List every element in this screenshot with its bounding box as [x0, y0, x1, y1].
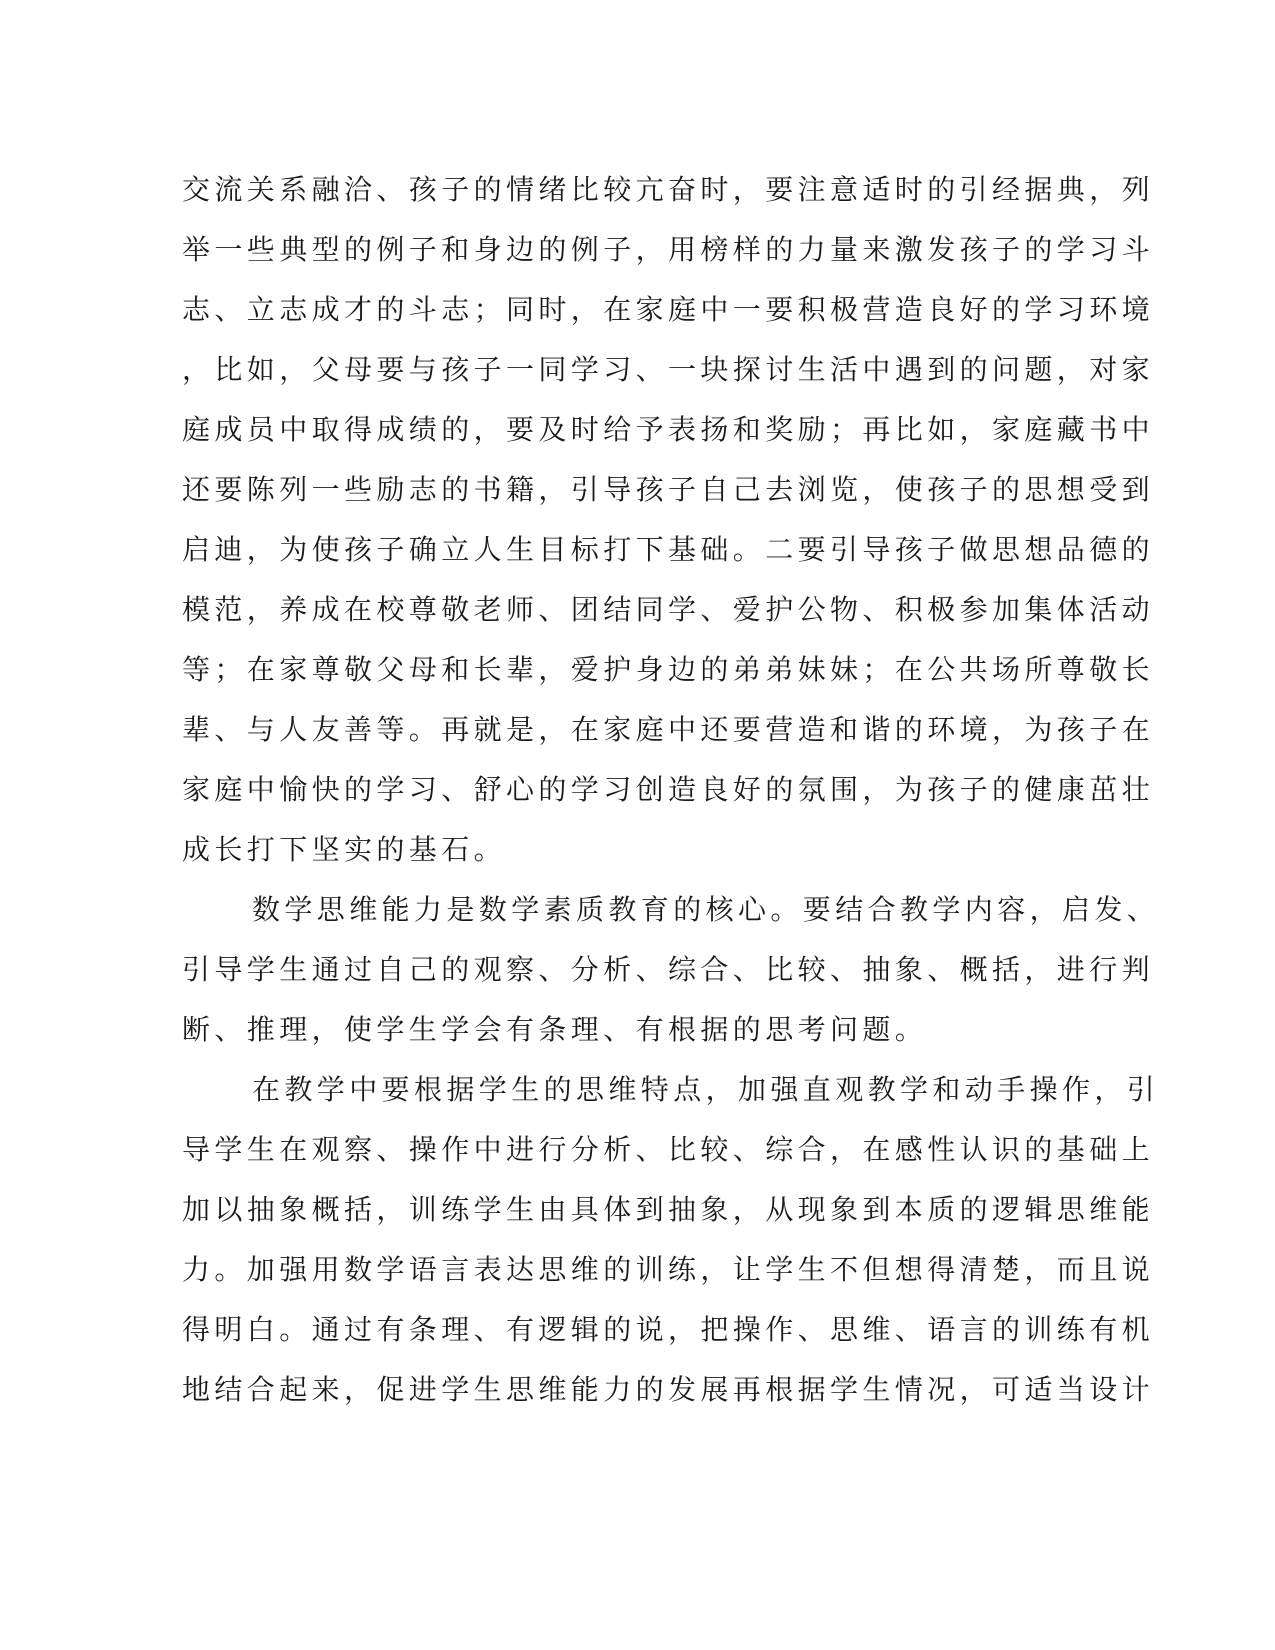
text-line: 交流关系融洽、孩子的情绪比较亢奋时，要注意适时的引经据典，列 — [182, 173, 1155, 206]
paragraph-teaching-method — [182, 1060, 1160, 1420]
paragraph-family-environment — [182, 160, 1155, 880]
text-line: 断、推理，使学生学会有条理、有根据的思考问题。 — [182, 1013, 928, 1046]
text-line: 辈、与人友善等。再就是，在家庭中还要营造和谐的环境，为孩子在 — [182, 713, 1155, 746]
text-line: 导学生在观察、操作中进行分析、比较、综合，在感性认识的基础上 — [182, 1133, 1155, 1166]
text-line: ，比如，父母要与孩子一同学习、一块探讨生活中遇到的问题，对家 — [182, 353, 1155, 386]
text-line: 地结合起来，促进学生思维能力的发展再根据学生情况，可适当设计 — [182, 1373, 1155, 1406]
text-line: 庭成员中取得成绩的，要及时给予表扬和奖励；再比如，家庭藏书中 — [182, 413, 1155, 446]
text-line: 举一些典型的例子和身边的例子，用榜样的力量来激发孩子的学习斗 — [182, 233, 1155, 266]
text-line: 等；在家尊敬父母和长辈，爱护身边的弟弟妹妹；在公共场所尊敬长 — [182, 653, 1155, 686]
text-line: 在教学中要根据学生的思维特点，加强直观教学和动手操作，引 — [252, 1073, 1160, 1106]
text-line: 启迪，为使孩子确立人生目标打下基础。二要引导孩子做思想品德的 — [182, 533, 1155, 566]
text-line: 加以抽象概括，训练学生由具体到抽象，从现象到本质的逻辑思维能 — [182, 1193, 1155, 1226]
text-line: 数学思维能力是数学素质教育的核心。要结合教学内容，启发、 — [252, 893, 1160, 926]
paragraph-math-thinking — [182, 880, 1160, 1060]
text-line: 还要陈列一些励志的书籍，引导孩子自己去浏览，使孩子的思想受到 — [182, 473, 1155, 506]
text-line: 模范，养成在校尊敬老师、团结同学、爱护公物、积极参加集体活动 — [182, 593, 1155, 626]
body-text — [182, 160, 1160, 1420]
text-line: 成长打下坚实的基石。 — [182, 833, 507, 866]
text-line: 得明白。通过有条理、有逻辑的说，把操作、思维、语言的训练有机 — [182, 1313, 1155, 1346]
text-line: 引导学生通过自己的观察、分析、综合、比较、抽象、概括，进行判 — [182, 953, 1155, 986]
text-line: 力。加强用数学语言表达思维的训练，让学生不但想得清楚，而且说 — [182, 1253, 1155, 1286]
text-line: 家庭中愉快的学习、舒心的学习创造良好的氛围，为孩子的健康茁壮 — [182, 773, 1155, 806]
text-line: 志、立志成才的斗志；同时，在家庭中一要积极营造良好的学习环境 — [182, 293, 1155, 326]
